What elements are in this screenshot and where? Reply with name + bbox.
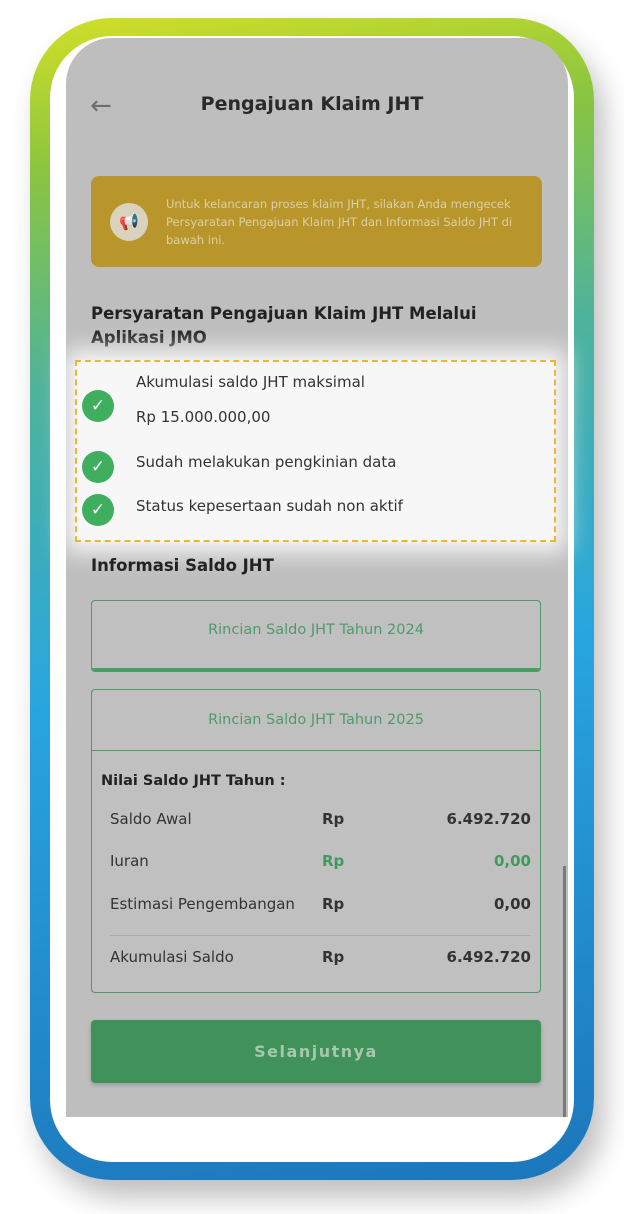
saldo-title: Informasi Saldo JHT: [91, 556, 274, 575]
scrollbar[interactable]: [563, 866, 566, 1117]
requirement-label: Status kepesertaan sudah non aktif: [136, 497, 403, 515]
divider: [110, 935, 531, 936]
check-icon: ✓: [82, 451, 114, 483]
row-value: 6.492.720: [446, 810, 531, 828]
next-button[interactable]: Selanjutnya: [91, 1020, 541, 1083]
requirement-label: Akumulasi saldo JHT maksimal: [136, 373, 365, 391]
row-currency: Rp: [322, 895, 345, 913]
saldo-row: [110, 852, 531, 870]
back-arrow-icon[interactable]: ←: [90, 91, 112, 121]
requirement-label: Sudah melakukan pengkinian data: [136, 453, 397, 471]
megaphone-icon: 📢: [110, 203, 148, 241]
row-label: Akumulasi Saldo: [110, 948, 234, 966]
row-label: Saldo Awal: [110, 810, 192, 828]
card-2024[interactable]: [91, 600, 541, 672]
requirements-title: Persyaratan Pengajuan Klaim JHT Melalui Aplikasi JMO: [91, 304, 477, 347]
page-title: Pengajuan Klaim JHT: [200, 93, 424, 115]
row-currency: Rp: [322, 852, 345, 870]
saldo-row: [110, 948, 531, 966]
saldo-row: [110, 895, 531, 913]
card-2025-title: Rincian Saldo JHT Tahun 2025: [92, 690, 540, 751]
banner-text: Untuk kelancaran proses klaim JHT, silakan Anda mengecek Persyaratan Pengajuan Klaim JHT dan Informasi Saldo JHT di bawah ini.: [166, 197, 513, 247]
row-currency: Rp: [322, 810, 345, 828]
row-label: Iuran: [110, 852, 149, 870]
saldo-row: [110, 810, 531, 828]
check-icon: ✓: [82, 390, 114, 422]
row-currency: Rp: [322, 948, 345, 966]
row-label: Estimasi Pengembangan: [110, 895, 295, 913]
row-value: 6.492.720: [446, 948, 531, 966]
row-value: 0,00: [493, 895, 531, 913]
requirement-sub: Rp 15.000.000,00: [136, 408, 271, 426]
row-value: 0,00: [493, 852, 531, 870]
check-icon: ✓: [82, 494, 114, 526]
saldo-subtitle: Nilai Saldo JHT Tahun :: [101, 773, 286, 789]
card-2024-title: Rincian Saldo JHT Tahun 2024: [208, 622, 424, 638]
